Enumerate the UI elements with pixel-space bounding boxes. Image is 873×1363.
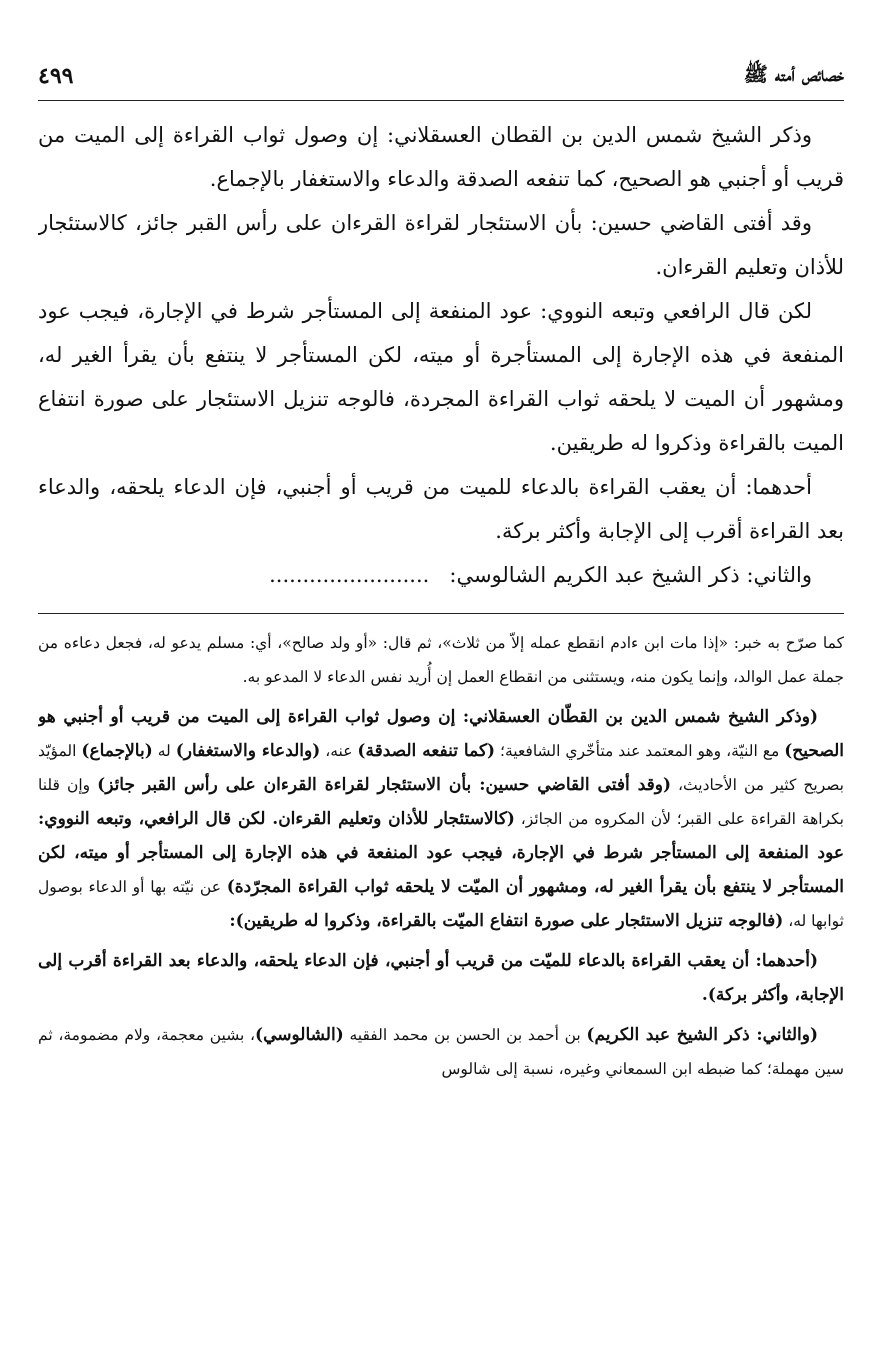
quoted-text: (كما تنفعه الصدقة) <box>357 741 496 761</box>
running-header <box>38 52 844 101</box>
main-paragraph-5-lead: والثاني: ذكر الشيخ عبد الكريم الشالوسي: <box>449 563 812 587</box>
running-title: خصائص أمته ﷺ <box>743 61 844 86</box>
section-divider <box>38 613 844 614</box>
explanation-text: المؤيّد بصريح كثير من الأحاديث، <box>38 742 844 794</box>
explanation-text: عنه، <box>320 742 358 760</box>
commentary-paragraph-1: كما صرّح به خبر: «إذا مات ابن ءادم انقطع عمله إلاّ من ثلاث»، ثم قال: «أو ولد صالح»، أي: مسلم يدعو له، فجعل دعاءه من جملة عمل الوالد، وإنما يكون منه، ويستثنى من انقطاع العمل إن أُريد نفس الدعاء لا المدعو به. <box>38 634 844 686</box>
quoted-text: (والثاني: ذكر الشيخ عبد الكريم) <box>586 1025 818 1045</box>
commentary <box>38 626 844 1086</box>
main-text <box>38 113 844 597</box>
commentary-paragraph-3 <box>38 944 844 1012</box>
ellipsis-dots: ........................ <box>269 563 430 587</box>
explanation-text: عن نيّته بها أو الدعاء بوصول ثوابها له، <box>38 878 844 930</box>
explanation-text: وإن قلنا بكراهة القراءة على القبر؛ لأن المكروه من الجائز، <box>38 776 844 828</box>
quoted-text: (أحدهما: أن يعقب القراءة بالدعاء للميّت من قريب أو أجنبي، فإن الدعاء يلحقه، والدعاء بعد القراءة أقرب إلى الإجابة، وأكثر بركة). <box>38 951 844 1005</box>
quoted-text: (كالاستئجار للأذان وتعليم القرءان. لكن قال الرافعي، وتبعه النووي: عود المنفعة إلى المستأجر شرط في الإجارة، فيجب عود المنفعة في هذه الإجارة إلى المستأجر أو ميته، لكن المستأجر لا ينتفع بأن يقرأ الغير له، ومشهور أن الميّت لا يلحقه ثواب القراءة المجرّدة) <box>38 809 844 897</box>
quoted-text: (فالوجه تنزيل الاستئجار على صورة انتفاع الميّت بالقراءة، وذكروا له طريقين): <box>229 911 784 931</box>
quoted-text: (الشالوسي) <box>255 1025 344 1045</box>
quoted-text: (وقد أفتى القاضي حسين: بأن الاستئجار لقراءة القرءان على رأس القبر جائز) <box>97 775 672 795</box>
explanation-text: بن أحمد بن الحسن بن محمد الفقيه <box>343 1026 587 1044</box>
explanation-text: مع النيّة، وهو المعتمد عند متأخّري الشافعية؛ <box>495 742 785 760</box>
quoted-text: (والدعاء والاستغفار) <box>175 741 321 761</box>
quoted-text: (بالإجماع) <box>81 741 153 761</box>
quoted-text: (وذكر الشيخ شمس الدين بن القطّان العسقلاني: إن وصول ثواب القراءة إلى الميت من قريب أو أجنبي هو الصحيح) <box>38 707 844 761</box>
main-paragraph-2: وقد أفتى القاضي حسين: بأن الاستئجار لقراءة القرءان على رأس القبر جائز، كالاستئجار للأذان وتعليم القرءان. <box>38 211 844 279</box>
page-number: ٤٩٩ <box>38 63 74 89</box>
main-paragraph-4: أحدهما: أن يعقب القراءة بالدعاء للميت من قريب أو أجنبي، فإن الدعاء يلحقه، والدعاء بعد القراءة أقرب إلى الإجابة وأكثر بركة. <box>38 475 844 543</box>
commentary-paragraph-4 <box>38 1018 844 1086</box>
explanation-text: له <box>152 742 176 760</box>
main-paragraph-3: لكن قال الرافعي وتبعه النووي: عود المنفعة إلى المستأجر شرط في الإجارة، فيجب عود المنفعة في هذه الإجارة إلى المستأجرة أو ميته، لكن المستأجر لا ينتفع بأن يقرأ الغير له، ومشهور أن الميت لا يلحقه ثواب القراءة المجردة، فالوجه تنزيل الاستئجار على صورة انتفاع الميت بالقراءة وذكروا له طريقين. <box>38 299 844 455</box>
book-page <box>38 52 844 1342</box>
main-paragraph-1: وذكر الشيخ شمس الدين بن القطان العسقلاني: إن وصول ثواب القراءة إلى الميت من قريب أو أجنبي هو الصحيح، كما تنفعه الصدقة والدعاء والاستغفار بالإجماع. <box>38 123 844 191</box>
main-paragraph-5 <box>38 553 844 597</box>
commentary-paragraph-2 <box>38 700 844 938</box>
explanation-text: ، بشين معجمة، ولام مضمومة، ثم سين مهملة؛ كما ضبطه ابن السمعاني وغيره، نسبة إلى شالوس <box>38 1026 844 1078</box>
